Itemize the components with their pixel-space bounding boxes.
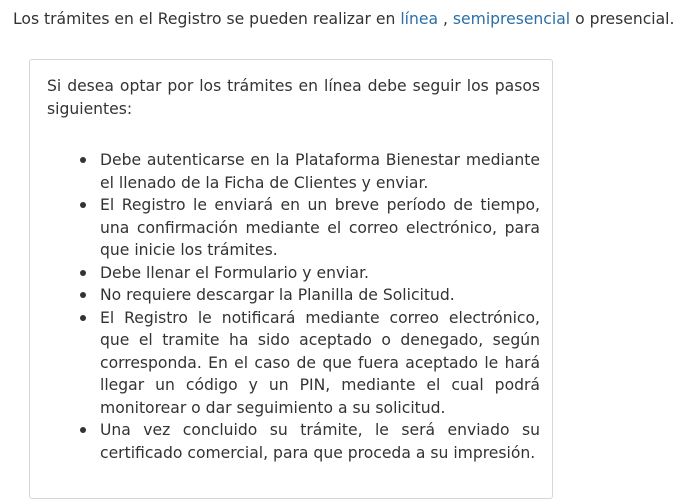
step-item: Debe autenticarse en la Plataforma Bienestar mediante el llenado de la Ficha de Clientes y enviar. — [100, 149, 540, 194]
intro-paragraph — [13, 6, 688, 32]
panel-intro-text: Si desea optar por los trámites en línea debe seguir los pasos siguientes: — [47, 77, 540, 118]
step-item: El Registro le enviará en un breve período de tiempo, una confirmación mediante el correo electrónico, para que inicie los trámites. — [100, 194, 540, 262]
semipresencial-link[interactable]: semipresencial — [452, 10, 571, 28]
online-link[interactable]: línea — [400, 10, 439, 28]
step-item: No requiere descargar la Planilla de Solicitud. — [100, 284, 540, 307]
intro-separator: , — [438, 10, 453, 28]
intro-prefix: Los trámites en el Registro se pueden realizar en — [13, 10, 401, 28]
step-item: El Registro le notificará mediante correo electrónico, que el tramite ha sido aceptado o denegado, según corresponda. En el caso de que fuera aceptado le hará llegar un código y un PIN, mediante el cual podrá monitorear o dar seguimiento a su solicitud. — [100, 307, 540, 420]
step-item: Una vez concluido su trámite, le será enviado su certificado comercial, para que proceda a su impresión. — [100, 419, 540, 464]
steps-list — [47, 149, 540, 464]
online-steps-panel — [29, 59, 553, 499]
intro-suffix: o presencial. — [570, 10, 675, 28]
step-item: Debe llenar el Formulario y enviar. — [100, 262, 540, 285]
